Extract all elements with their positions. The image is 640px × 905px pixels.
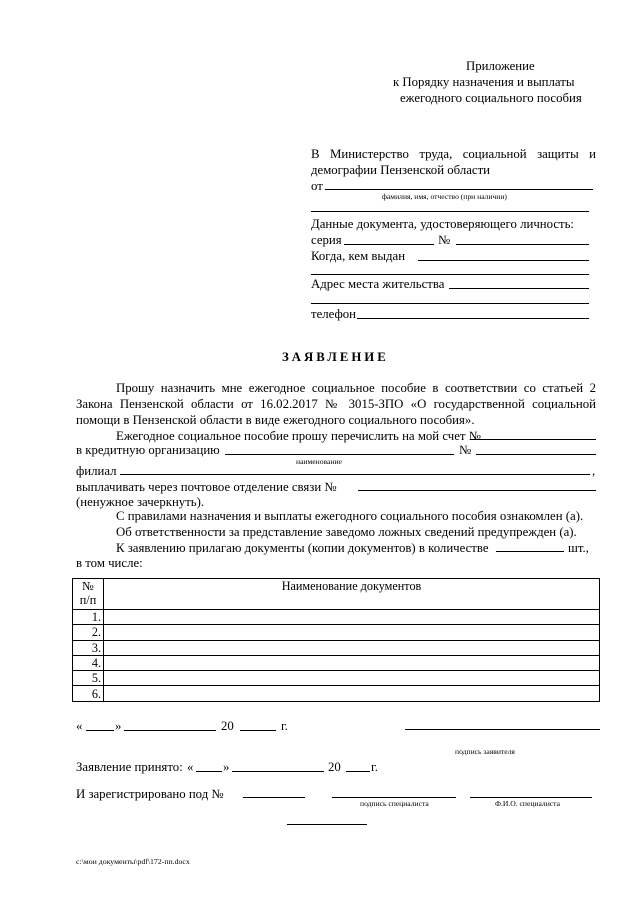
post-office-underline [358, 490, 596, 491]
column-name-header: Наименование документов [104, 579, 600, 610]
table-row [73, 655, 600, 670]
post-office-label: выплачивать через почтовое отделение связи № [76, 480, 337, 494]
address-underline [449, 288, 589, 289]
series-underline [344, 244, 434, 245]
doc-number-underline [456, 244, 589, 245]
table-row [73, 625, 600, 640]
branch-comma: , [592, 464, 596, 478]
applicant-signature-line [405, 729, 600, 730]
table-row [73, 610, 600, 625]
date-year-prefix: 20 [221, 719, 234, 733]
accepted-year-underline [346, 771, 370, 772]
branch-label: филиал [76, 464, 117, 478]
including-label: в том числе: [76, 556, 143, 570]
appendix-line-2: к Порядку назначения и выплаты [393, 75, 575, 89]
address-label: Адрес места жительства [311, 277, 445, 291]
extra-signature-line [287, 824, 367, 825]
series-label: серия [311, 233, 342, 247]
phone-underline [357, 318, 589, 319]
row-number: 6. [73, 686, 104, 701]
column-number-header-line-1: № [82, 579, 94, 593]
document-name-cell[interactable] [104, 655, 600, 670]
date-close-quote: » [115, 719, 122, 733]
document-name-cell[interactable] [104, 671, 600, 686]
account-label: Ежегодное социальное пособие прошу перечислить на мой счет № [116, 429, 481, 443]
attachments-label: К заявлению прилагаю документы (копии документов) в количестве [116, 541, 489, 555]
specialist-name-hint: Ф.И.О. специалиста [495, 799, 560, 808]
accepted-year-suffix: г. [371, 760, 379, 774]
issued-underline [418, 260, 589, 261]
documents-table [72, 578, 600, 702]
appendix-line-3: ежегодного социального пособия [400, 91, 582, 105]
document-name-cell[interactable] [104, 610, 600, 625]
table-row [73, 686, 600, 701]
accepted-date-close-quote: » [223, 760, 230, 774]
account-underline [470, 439, 596, 440]
row-number: 4. [73, 655, 104, 670]
from-hint: фамилия, имя, отчество (при наличии) [382, 192, 507, 201]
table-row [73, 671, 600, 686]
accepted-date-open-quote: « [187, 760, 194, 774]
applicant-signature-hint: подпись заявителя [455, 747, 515, 756]
accepted-label: Заявление принято: [76, 760, 183, 774]
document-name-cell[interactable] [104, 625, 600, 640]
liability-acknowledgement: Об ответственности за представление заведомо ложных сведений предупрежден (а). [116, 525, 577, 539]
document-title: ЗАЯВЛЕНИЕ [282, 350, 389, 364]
phone-label: телефон [311, 307, 357, 321]
series-number-sign: № [438, 233, 451, 247]
credit-org-label: в кредитную организацию [76, 443, 220, 457]
from-label: от [311, 179, 323, 193]
row-number: 3. [73, 640, 104, 655]
appendix-line-1: Приложение [466, 59, 535, 73]
registration-number-underline [243, 797, 305, 798]
table-header-row [73, 579, 600, 610]
request-line-2: Закона Пензенской области от 16.02.2017 № 3015-ЗПО «О государственной социальной [76, 397, 596, 411]
request-line-1: Прошу назначить мне ежегодное социальное пособие в соответствии со статьей 2 [116, 381, 596, 395]
credit-org-hint: наименование [296, 457, 342, 466]
date-year-suffix: г. [281, 719, 289, 733]
specialist-signature-line [332, 797, 456, 798]
credit-org-number-sign: № [459, 443, 472, 457]
row-number: 5. [73, 671, 104, 686]
credit-org-underline [225, 454, 454, 455]
credit-org-number-underline [476, 454, 596, 455]
attachments-count-underline [496, 551, 564, 552]
column-number-header [73, 579, 104, 610]
accepted-year-prefix: 20 [328, 760, 341, 774]
column-number-header-line-2: п/п [79, 593, 97, 607]
branch-underline [120, 474, 590, 475]
specialist-name-line [470, 797, 592, 798]
from-underline-2 [311, 211, 589, 212]
document-name-cell[interactable] [104, 686, 600, 701]
addressee-line-2: демографии Пензенской области [311, 163, 491, 177]
document-name-cell[interactable] [104, 640, 600, 655]
date-day-underline [86, 730, 114, 731]
id-document-title: Данные документа, удостоверяющего личность: [311, 217, 574, 231]
specialist-signature-hint: подпись специалиста [360, 799, 429, 808]
issued-label: Когда, кем выдан [311, 249, 406, 263]
address-underline-2 [311, 303, 589, 304]
attachments-unit: шт., [568, 541, 589, 555]
accepted-month-underline [232, 771, 324, 772]
date-month-underline [124, 730, 216, 731]
row-number: 1. [73, 610, 104, 625]
date-open-quote: « [76, 719, 83, 733]
table-row [73, 640, 600, 655]
accepted-day-underline [196, 771, 222, 772]
request-line-3: помощи в Пензенской области в виде ежегодного социального пособия». [76, 413, 475, 427]
issued-underline-2 [311, 274, 589, 275]
rules-acknowledgement: С правилами назначения и выплаты ежегодного социального пособия ознакомлен (а). [116, 509, 584, 523]
file-path: c:\мои документы\pdf\172-пп.docx [76, 857, 190, 866]
registered-label: И зарегистрировано под № [76, 787, 224, 801]
date-year-underline [240, 730, 276, 731]
strike-note: (ненужное зачеркнуть). [76, 495, 205, 509]
from-underline [325, 189, 593, 190]
row-number: 2. [73, 625, 104, 640]
addressee-line-1: В Министерство труда, социальной защиты и [311, 147, 596, 161]
